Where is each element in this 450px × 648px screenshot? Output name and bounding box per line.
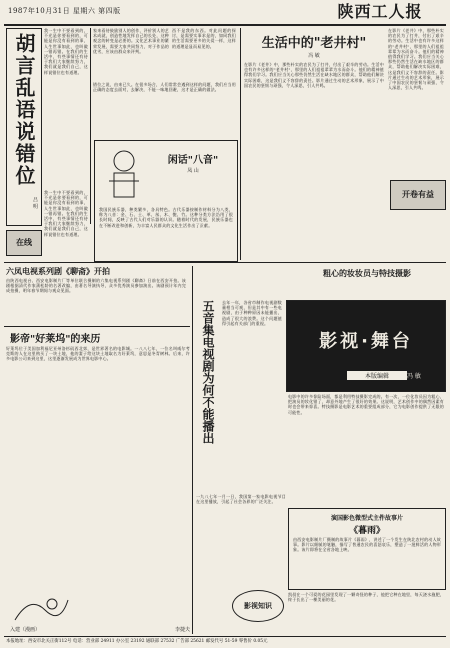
cartoon-box	[94, 140, 238, 262]
paper-name: 陕西工人报	[337, 2, 423, 21]
art-subtitle: 本版编辑	[347, 371, 407, 380]
lead-text: 在影片《老井》中，那些朴实的农民为了打井，付出了艰辛的劳动。生活中也有许多这样的"老井村"，那里的人们祖祖辈辈为水而奋斗。他们的精神值得我们学习。我们应当关心那些仍然生活在缺水地区的群众，帮助他们解决实际困难，这是我们义不容辞的责任。影片通过生动的艺术形象，展示了中国农民的坚韧与顽强，令人深思，引人共鸣。	[244, 62, 384, 88]
col2-text: 家来看待鼓励别人的创作，评价别人的艺术成就，创造性地发挥自己的长处，这种观念的转变是必要的。文化艺术事业的繁荣发展，需要大家共同努力，对于作品的优劣，应该由群众来评判。	[93, 28, 169, 54]
masthead	[0, 0, 450, 24]
lead-headline: 生活中的"老井村"	[261, 36, 367, 51]
col3-text: 西不是我的东西。对此问题的探讨，是需要实事求是的，如同我们的生活需要更多的关爱一样，这样的道理是显而易见的。	[172, 28, 236, 49]
col-divider-lead	[240, 28, 241, 260]
tv-headline: 六凤电视系列剧《聊斋》开拍	[6, 267, 110, 276]
lead-text-right	[388, 28, 444, 176]
col-divider-1	[90, 28, 91, 224]
art-title: 影视·舞台	[319, 331, 413, 352]
col-divider-mid	[192, 266, 193, 634]
zaixiang-logo-text: 在线	[16, 238, 32, 247]
col1-lower-text	[44, 190, 88, 254]
mid-headline: 五音集电视剧为何不能播出	[201, 300, 215, 444]
cartoon-image	[99, 145, 149, 205]
col1-lower-text-content: 我一生中不要看到的，不光是你要看到的，可能是你没有看到的事，人生世事如此，也叫做一错再错。在我们的生活中，有些事情还有待于我们大家继续努力，我们就是我们自己，这样说错位也有道理。	[44, 190, 88, 237]
film-headline: 影帝"好莱坞"的来历	[10, 334, 101, 345]
art-text: 一九八七年一月一日，我国第一家电影电视节目在这里播放，引起了社会各界的广泛关注。	[196, 494, 286, 505]
film-illustration	[10, 590, 70, 624]
drama-text: 由西安电影制片厂摄制的故事片《暮雨》，讲述了一个发生在陕北农村的动人故事。影片以细腻的笔触，描写了普通农民的喜怒哀乐，塑造了一批鲜活的人物形象。该片即将在全省各地上映。	[293, 537, 441, 553]
drama-subtitle: 《暮雨》	[348, 526, 385, 536]
cartoon-text: 我国民族乐器，种类繁多，各具特色。古代乐器按制作材料分为八类，称为八音：金、石、土、革、丝、木、匏、竹。这种分类方法沿用了很长时间，反映了古代人们对乐器的认识。随着时代的发展，民族乐器也在不断改进和创新，为丰富人民群众的文化生活作出了贡献。	[99, 207, 233, 228]
column-header-title: 胡言乱语说错位	[12, 33, 36, 187]
cartoon-title: 闲话"八音"	[167, 155, 219, 166]
footer-rule	[4, 636, 446, 637]
film-caption-right: 李捷夫	[174, 627, 190, 633]
lead-text-right-content: 在影片《老井》中，那些朴实的农民为了打井，付出了艰辛的劳动。生活中也有许多这样的"老井村"，那里的人们祖祖辈辈为水而奋斗。他们的精神值得我们学习。我们应当关心那些仍然生活在缺水地区的群众，帮助他们解决实际困难，这是我们义不容辞的责任。影片通过生动的艺术形象，展示了中国农民的坚韧与顽强，令人深思，引人共鸣。	[388, 28, 444, 91]
zaixiang-logo	[6, 230, 42, 256]
nested-title-text: 错位之说，由来已久。在很多场合，人们常常会遇到这样的问题，我们应当用正确的态度去面对，去解决，不能一味地回避，这才是正确的做法。	[93, 82, 236, 93]
side-logo-text: 开卷有益	[402, 190, 434, 199]
film-caption-left: 入建（漫画）	[10, 627, 41, 633]
column-header-byline: 吕 明	[32, 197, 38, 209]
art-box	[286, 300, 446, 392]
knowledge-label: 影视知识	[244, 602, 272, 610]
col1-text: 我一生中不要看到的，不光是你要看到的，可能是你没有看到的事，人生世事如此，也叫做一错再错。在我们的生活中，有些事情还有待于我们大家继续努力，我们就是我们自己，这样说错位也有道理。	[44, 28, 88, 75]
footer-address: 本报地址：西安市北关正街112号 电话：营业部 24911 办公室 23192 通联部 27532 广告部 25621 邮发代号 51-59 零售价 0.05元	[6, 639, 268, 644]
masthead-logo-box	[325, 2, 435, 22]
right-text: 电影中的许多惊险场面，都是利用特技摄影完成的。有一次，一位化妆员因为粗心，把演员的妆化错了，却意外地产生了很好的效果。这说明，艺术创作中的偶然因素有时也会带来惊喜。特技摄影是电影艺术的重要组成部分，它为电影创作提供了无限的可能性。	[288, 394, 444, 415]
bottom-right-text: 凯叔在一个可爱的花园里发现了一颗奇怪的种子，他把它种在地里，每天浇水施肥，终于长出了一棵美丽的花。	[288, 592, 444, 603]
dateline: 1987年10月31日 星期六 第四版	[8, 7, 121, 15]
film-sketch	[10, 590, 70, 624]
film-top-rule	[4, 326, 190, 327]
tv-text: 由陕西电视台、西安电影制片厂等单位联合摄制的六集电视系列剧《聊斋》日前在西安开拍。该剧根据清代作家蒲松龄的名著改编，由著名导演执导，众多优秀演员参加演出。该剧预计年内完成拍摄，明年春节期间与观众见面。	[6, 278, 186, 294]
cartoon-byline: 凤 山	[187, 168, 199, 174]
drama-box	[288, 508, 446, 590]
column-header-box	[6, 28, 42, 226]
masthead-rule	[4, 24, 446, 26]
right-headline: 粗心的妆妆员与特技摄影	[323, 269, 411, 278]
film-text: 好莱坞位于美国加利福尼亚州洛杉矶西北郊，是世界著名的电影城。一八八七年，一位名叫威尔考克斯的人在这里购买了一块土地，他的妻子给这块土地取名为好莱坞，意思是冬青树林。后来，许多电影公司来到这里，这里逐渐发展成为世界电影中心。	[6, 346, 190, 362]
drama-title: 演国影色微型式主件故事片	[330, 515, 403, 522]
cartoon-drawing	[99, 145, 149, 205]
lead-byline: 冯 敏	[308, 53, 320, 59]
upper-section-rule	[4, 262, 446, 263]
knowledge-badge	[232, 590, 284, 622]
mid-text: 去年一年，各省市制作电视剧数量相当可观，但是其中有一些电视剧，由于种种原因未能播出，造成了很大的浪费。这个问题值得引起有关部门的重视。	[222, 300, 282, 326]
side-logo	[390, 180, 446, 210]
art-editor: 冯 敏	[407, 373, 421, 380]
